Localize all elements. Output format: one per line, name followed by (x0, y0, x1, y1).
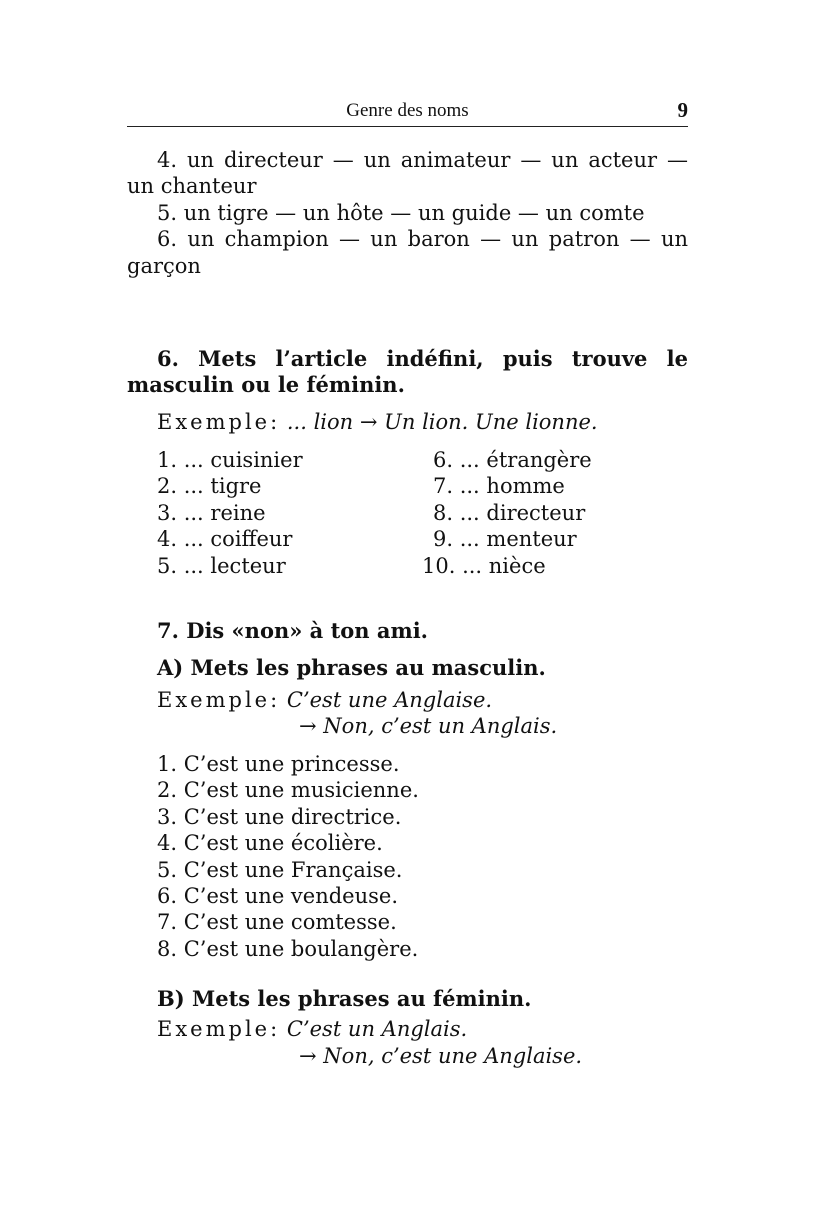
arrow-icon: → (299, 1044, 317, 1068)
running-header (127, 98, 688, 127)
example-line-1: C’est une Anglaise. (286, 688, 493, 712)
exercise-7a-list (157, 751, 688, 962)
exercise-7a-example (157, 687, 688, 713)
top-list (127, 147, 688, 279)
list-item: 10. ... nièce (422, 553, 546, 578)
list-item: 8. C’est une boulangère. (157, 936, 419, 961)
exercise-7a-title: A) Mets les phrases au masculin. (157, 655, 546, 680)
exercise-7a-example-answer (299, 713, 688, 739)
exercise-7b-example-answer (299, 1043, 688, 1069)
exercise-6-left-column (157, 447, 417, 579)
list-item: 2. ... tigre (157, 474, 262, 499)
arrow-icon: → (299, 714, 317, 738)
list-item: 6. ... étrangère (433, 448, 592, 472)
example-line-2: Non, c’est un Anglais. (323, 714, 558, 738)
example-label: Exemple: (157, 688, 281, 712)
example-line-1: C’est un Anglais. (286, 1017, 468, 1041)
list-item: 3. C’est une directrice. (157, 804, 402, 829)
page-number: 9 (677, 98, 688, 122)
exercise-6-right-column (422, 447, 688, 579)
example-line-2: Non, c’est une Anglaise. (323, 1044, 583, 1068)
example-label: Exemple: (157, 1017, 281, 1041)
top-list-item: 6. un champion — un baron — un patron — un garçon (127, 227, 688, 278)
header-title: Genre des noms (346, 100, 469, 121)
exercise-7b-example (157, 1016, 688, 1042)
list-item: 5. C’est une Française. (157, 857, 403, 882)
example-prompt: ... lion (286, 410, 354, 434)
list-item: 2. C’est une musicienne. (157, 778, 419, 803)
list-item: 6. C’est une vendeuse. (157, 884, 399, 909)
list-item: 7. C’est une comtesse. (157, 910, 397, 935)
list-item: 1. C’est une princesse. (157, 752, 400, 776)
exercise-6-example (157, 409, 688, 435)
list-item: 7. ... homme (433, 474, 565, 499)
list-item: 8. ... directeur (433, 500, 586, 525)
exercise-6-title: 6. Mets l’article indéfini, puis trouve le masculin ou le féminin. (127, 346, 688, 398)
exercise-7b-title: B) Mets les phrases au féminin. (157, 986, 532, 1011)
list-item: 5. ... lecteur (157, 553, 286, 578)
list-item: 4. ... coiffeur (157, 527, 293, 552)
example-answer: Un lion. Une lionne. (384, 410, 598, 434)
example-label: Exemple: (157, 410, 281, 434)
list-item: 3. ... reine (157, 500, 266, 525)
top-list-item: 4. un directeur — un animateur — un acteur — un chanteur (127, 148, 688, 199)
exercise-7-title: 7. Dis «non» à ton ami. (157, 618, 428, 643)
list-item: 1. ... cuisinier (157, 448, 303, 472)
list-item: 9. ... menteur (433, 527, 577, 552)
list-item: 4. C’est une écolière. (157, 831, 383, 856)
arrow-icon: → (359, 410, 378, 434)
top-list-item: 5. un tigre — un hôte — un guide — un comte (157, 200, 645, 225)
